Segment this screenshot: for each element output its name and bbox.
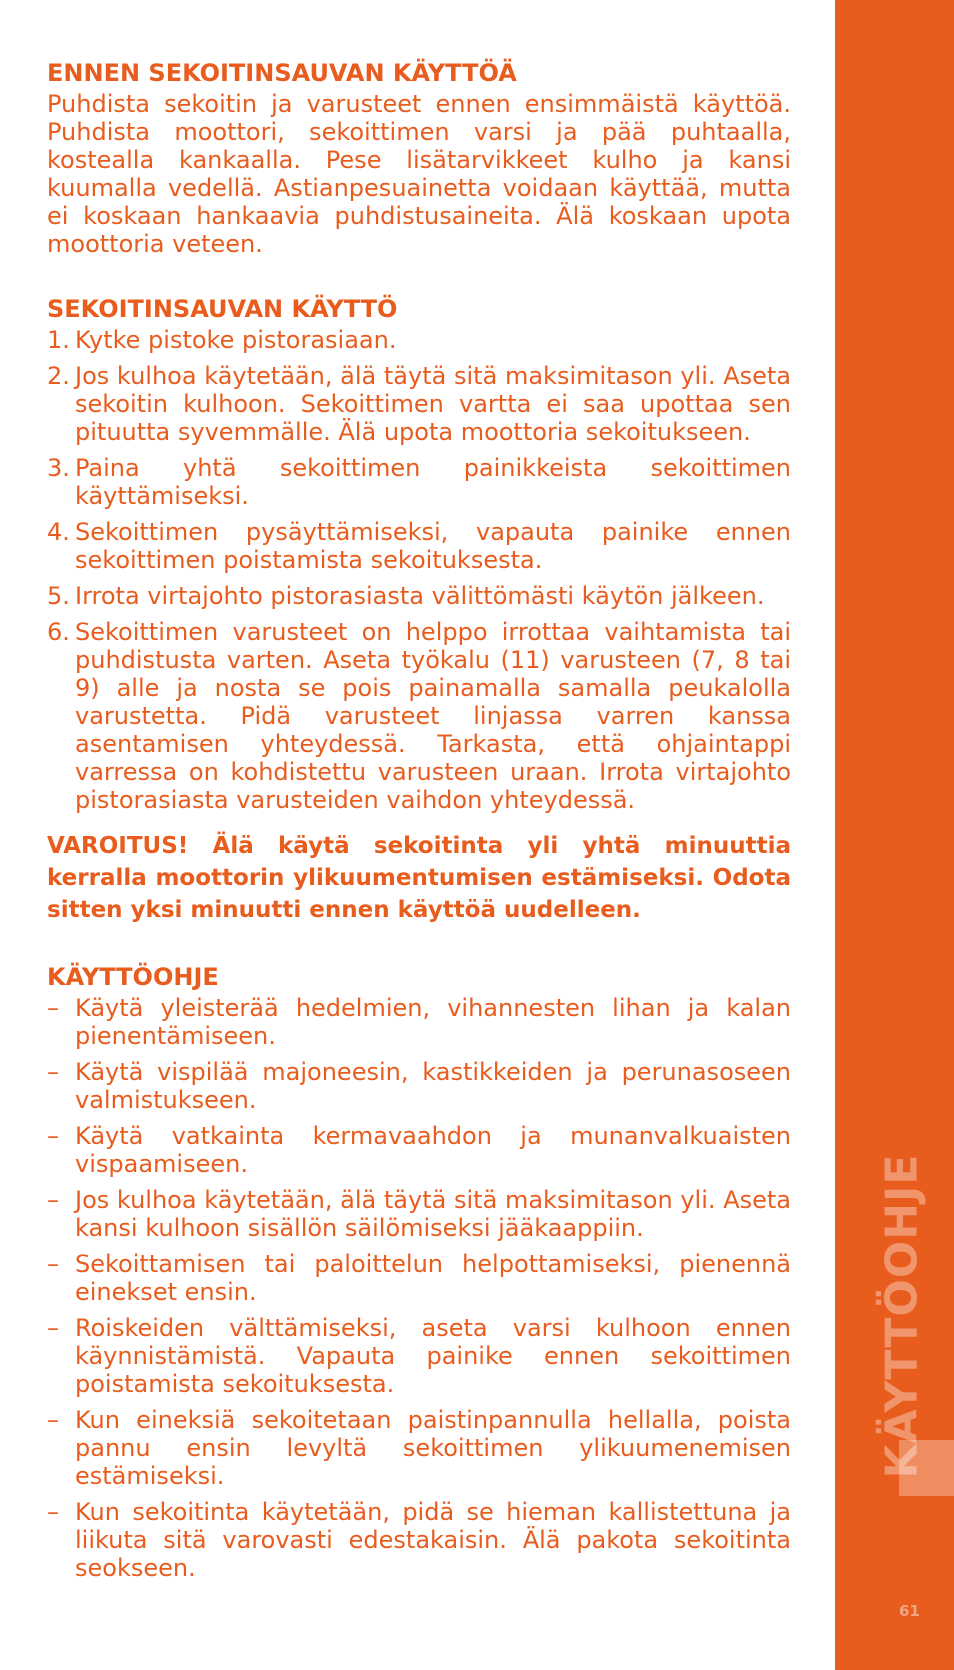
- step-text: Sekoittimen varusteet on helppo irrottaa vaihtamista tai puhdistusta varten. Aseta työkalu (11) varusteen (7, 8 tai 9) alle ja nosta se pois painamalla samalla peukalolla varustetta. Pidä varusteet linjassa varren kanssa asentamisen yhteydessä. Tarkasta, että ohjaintappi varressa on kohdistettu varusteen uraan. Irrota virtajohto pistorasiasta varusteiden vaihdon yhteydessä.: [75, 618, 791, 814]
- sidebar-marker: [899, 1440, 954, 1496]
- step-text: Sekoittimen pysäyttämiseksi, vapauta painike ennen sekoittimen poistamista sekoituksesta.: [75, 518, 791, 574]
- tip-text: Sekoittamisen tai paloittelun helpottamiseksi, pienennä einekset ensin.: [75, 1250, 791, 1306]
- step-number: 3.: [47, 454, 70, 482]
- step-text: Jos kulhoa käytetään, älä täytä sitä maksimitason yli. Aseta sekoitin kulhoon. Sekoittimen vartta ei saa upottaa sen pituutta syvemmälle. Älä upota moottoria sekoitukseen.: [75, 362, 791, 446]
- list-item: [47, 1250, 791, 1306]
- list-item: [47, 1314, 791, 1398]
- tip-text: Roiskeiden välttämiseksi, aseta varsi kulhoon ennen käynnistämistä. Vapauta painike ennen sekoittimen poistamista sekoituksesta.: [75, 1314, 791, 1398]
- tip-text: Käytä vispilää majoneesin, kastikkeiden ja perunasoseen valmistukseen.: [75, 1058, 791, 1114]
- step-number: 4.: [47, 518, 70, 546]
- section-heading: SEKOITINSAUVAN KÄYTTÖ: [47, 295, 398, 323]
- page-content: [47, 58, 791, 1618]
- tip-text: Käytä yleisterää hedelmien, vihannesten lihan ja kalan pienentämiseen.: [75, 994, 791, 1050]
- bullet-dash: –: [47, 1498, 59, 1526]
- list-item: [47, 1498, 791, 1582]
- section-using-blender: [47, 294, 791, 926]
- list-item: [47, 582, 791, 610]
- tips-list: [47, 994, 791, 1582]
- list-item: [47, 1186, 791, 1242]
- list-item: [47, 618, 791, 814]
- step-number: 2.: [47, 362, 70, 390]
- tip-text: Jos kulhoa käytetään, älä täytä sitä maksimitason yli. Aseta kansi kulhoon sisällön säilömiseksi jääkaappiin.: [75, 1186, 791, 1242]
- step-number: 5.: [47, 582, 70, 610]
- tip-text: Kun eineksiä sekoitetaan paistinpannulla hellalla, poista pannu ensin levyltä sekoittimen ylikuumenemisen estämiseksi.: [75, 1406, 791, 1490]
- list-item: [47, 1406, 791, 1490]
- steps-list: [47, 326, 791, 814]
- bullet-dash: –: [47, 1058, 59, 1086]
- tip-text: Käytä vatkainta kermavaahdon ja munanvalkuaisten vispaamiseen.: [75, 1122, 791, 1178]
- list-item: [47, 454, 791, 510]
- list-item: [47, 518, 791, 574]
- section-before-use: [47, 58, 791, 258]
- bullet-dash: –: [47, 994, 59, 1022]
- section-heading: ENNEN SEKOITINSAUVAN KÄYTTÖÄ: [47, 59, 517, 87]
- list-item: [47, 1122, 791, 1178]
- bullet-dash: –: [47, 1250, 59, 1278]
- tip-text: Kun sekoitinta käytetään, pidä se hieman kallistettuna ja liikuta sitä varovasti edestakaisin. Älä pakota sekoitinta seokseen.: [75, 1498, 791, 1582]
- page-number: 61: [899, 1602, 920, 1620]
- bullet-dash: –: [47, 1406, 59, 1434]
- bullet-dash: –: [47, 1314, 59, 1342]
- list-item: [47, 1058, 791, 1114]
- warning-text: VAROITUS! Älä käytä sekoitinta yli yhtä minuuttia kerralla moottorin ylikuumentumisen estämiseksi. Odota sitten yksi minuutti ennen käyttöä uudelleen.: [47, 833, 791, 923]
- step-number: 1.: [47, 326, 70, 354]
- bullet-dash: –: [47, 1186, 59, 1214]
- list-item: [47, 326, 791, 354]
- step-text: Kytke pistoke pistorasiaan.: [75, 326, 397, 354]
- list-item: [47, 994, 791, 1050]
- step-number: 6.: [47, 618, 70, 646]
- section-paragraph: Puhdista sekoitin ja varusteet ennen ensimmäistä käyttöä. Puhdista moottori, sekoittimen varsi ja pää puhtaalla, kostealla kankaalla. Pese lisätarvikkeet kulho ja kansi kuumalla vedellä. Astianpesuainetta voidaan käyttää, mutta ei koskaan hankaavia puhdistusaineita. Älä koskaan upota moottoria veteen.: [47, 90, 791, 258]
- section-heading: KÄYTTÖOHJE: [47, 963, 219, 991]
- step-text: Paina yhtä sekoittimen painikkeista sekoittimen käyttämiseksi.: [75, 454, 791, 510]
- bullet-dash: –: [47, 1122, 59, 1150]
- list-item: [47, 362, 791, 446]
- section-instructions: [47, 962, 791, 1582]
- sidebar-title: KÄYTTÖOHJE: [876, 1153, 928, 1479]
- step-text: Irrota virtajohto pistorasiasta välittömästi käytön jälkeen.: [75, 582, 765, 610]
